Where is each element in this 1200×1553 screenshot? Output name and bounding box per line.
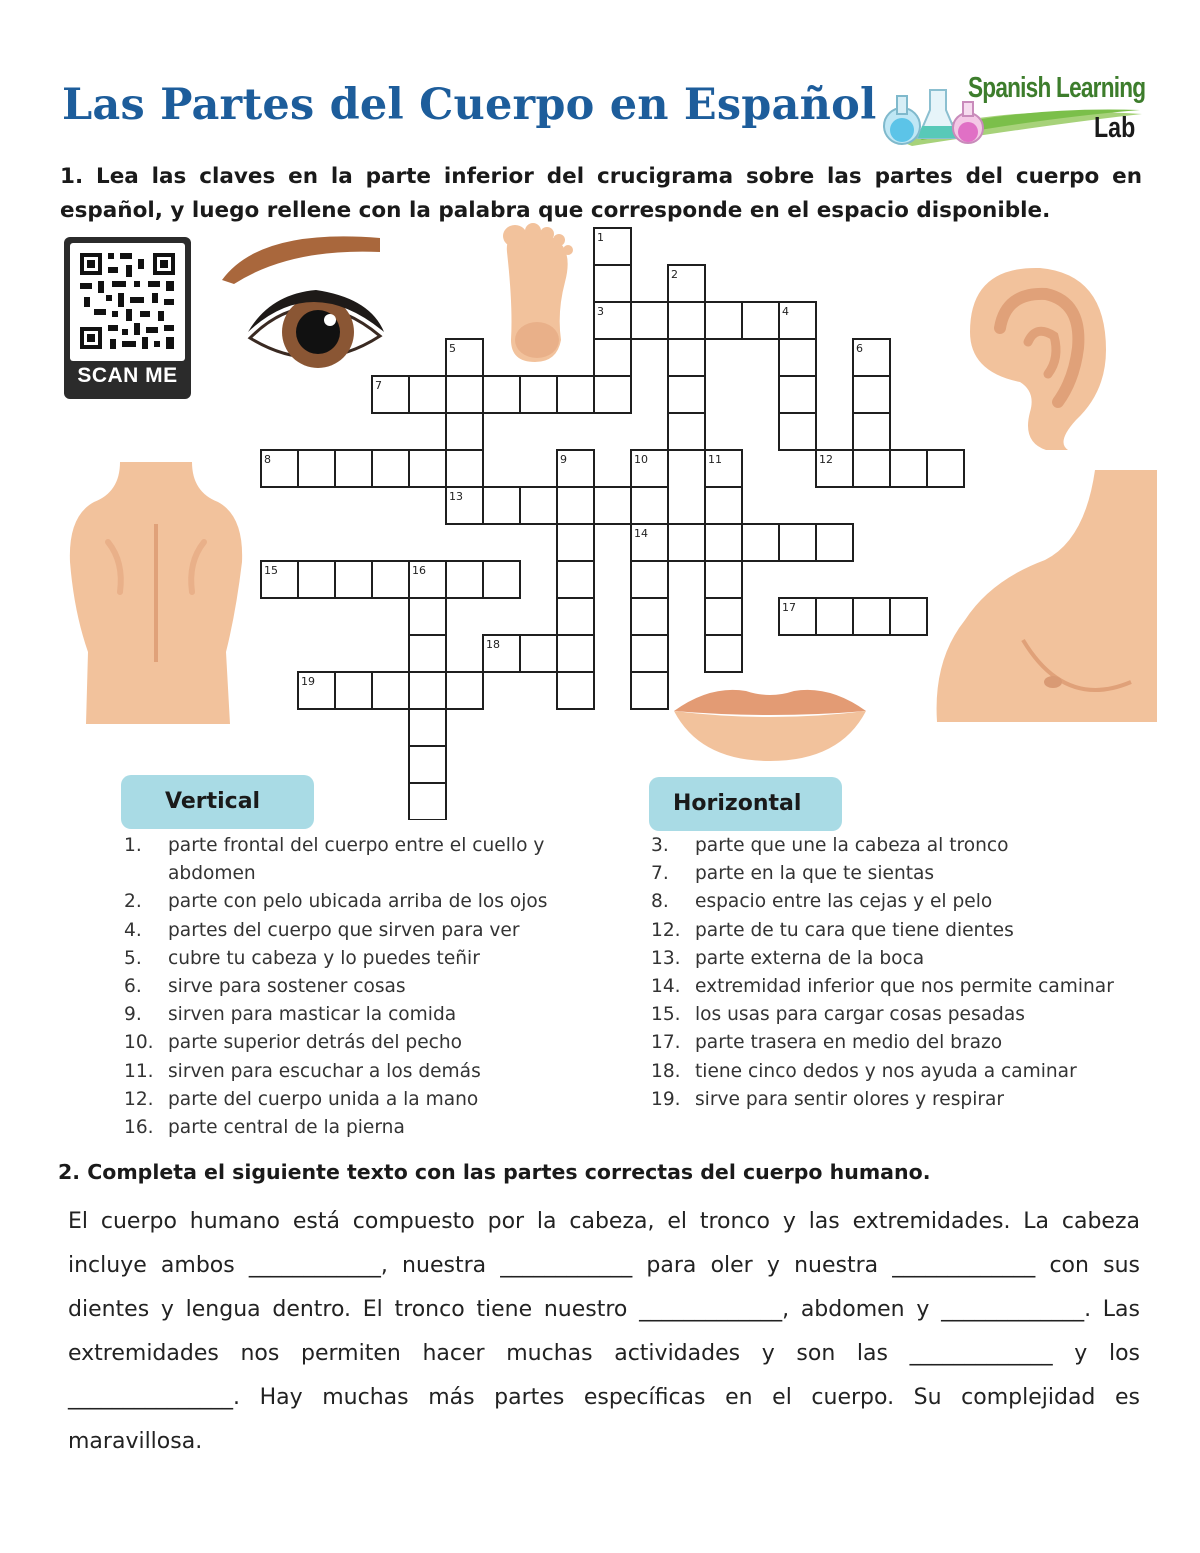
- logo-text-spanish-learning: Spanish Learning: [968, 72, 1146, 104]
- horizontal-header: Horizontal: [649, 777, 842, 831]
- crossword-cell[interactable]: [335, 672, 372, 709]
- crossword-cell[interactable]: [594, 339, 631, 376]
- clue-text: partes del cuerpo que sirven para ver: [168, 919, 520, 941]
- clue-text: sirven para escuchar a los demás: [168, 1060, 481, 1082]
- crossword-cell[interactable]: [483, 376, 520, 413]
- logo-text-lab: Lab: [1094, 112, 1136, 144]
- horizontal-clue: [647, 832, 1117, 860]
- clue-text: parte externa de la boca: [695, 947, 925, 969]
- crossword-cell[interactable]: [853, 376, 890, 413]
- crossword-cell[interactable]: [409, 598, 446, 635]
- crossword-cell[interactable]: [705, 524, 742, 561]
- clue-text: parte superior detrás del pecho: [168, 1032, 463, 1054]
- crossword-cell[interactable]: [594, 265, 631, 302]
- horizontal-clue: [647, 1029, 1117, 1057]
- crossword-cell[interactable]: [335, 561, 372, 598]
- crossword-cell[interactable]: [816, 598, 853, 635]
- clue-number: 4.: [124, 919, 142, 941]
- clue-text: cubre tu cabeza y lo puedes teñir: [168, 947, 480, 969]
- crossword-clue-number: 15: [264, 564, 278, 577]
- crossword-cell[interactable]: [890, 450, 927, 487]
- crossword-cell[interactable]: [705, 598, 742, 635]
- clue-text: parte central de la pierna: [168, 1117, 405, 1139]
- crossword-cell[interactable]: [631, 487, 668, 524]
- clue-number: 7.: [651, 863, 669, 885]
- crossword-cell[interactable]: [557, 376, 594, 413]
- crossword-cell[interactable]: [483, 487, 520, 524]
- clue-number: 10.: [124, 1032, 154, 1054]
- crossword-cell[interactable]: [372, 672, 409, 709]
- crossword-cell[interactable]: [557, 524, 594, 561]
- clue-text: espacio entre las cejas y el pelo: [695, 891, 993, 913]
- crossword-cell[interactable]: [631, 302, 668, 339]
- crossword-cell[interactable]: [668, 302, 705, 339]
- vertical-clue: [120, 945, 595, 973]
- crossword-clue-number: 8: [264, 453, 271, 466]
- crossword-cell[interactable]: [557, 561, 594, 598]
- vertical-clue: [120, 888, 595, 916]
- crossword-cell[interactable]: [668, 339, 705, 376]
- instruction-2: 2. Completa el siguiente texto con las partes correctas del cuerpo humano.: [58, 1160, 931, 1184]
- crossword-clue-number: 3: [597, 305, 604, 318]
- crossword-cell[interactable]: [372, 561, 409, 598]
- vertical-clue: [120, 1029, 595, 1057]
- crossword-cell[interactable]: [446, 450, 483, 487]
- crossword-cell[interactable]: [631, 635, 668, 672]
- horizontal-clue: [647, 917, 1117, 945]
- crossword-cell[interactable]: [409, 672, 446, 709]
- clue-text: parte frontal del cuerpo entre el cuello y abdomen: [168, 835, 545, 885]
- clue-number: 12.: [651, 919, 681, 941]
- scan-me-label: SCAN ME: [77, 364, 178, 387]
- crossword-cell[interactable]: [446, 561, 483, 598]
- crossword-clue-number: 19: [301, 675, 315, 688]
- clue-number: 14.: [651, 976, 681, 998]
- vertical-header: Vertical: [121, 775, 314, 829]
- crossword-clue-number: 4: [782, 305, 789, 318]
- crossword-cell[interactable]: [594, 376, 631, 413]
- clue-text: sirve para sentir olores y respirar: [695, 1088, 1005, 1110]
- crossword-cell[interactable]: [853, 598, 890, 635]
- crossword-cell[interactable]: [372, 450, 409, 487]
- horizontal-clue: [647, 1086, 1117, 1114]
- crossword-cell[interactable]: [409, 376, 446, 413]
- horizontal-clue: [647, 1001, 1117, 1029]
- crossword-cell[interactable]: [409, 635, 446, 672]
- fill-in-paragraph: El cuerpo humano está compuesto por la cabeza, el tronco y las extremidades. La cabeza incluye ambos ____________, nuestra ____________ para oler y nuestra _____________ con sus dientes y lengua dentro. El tronco tiene nuestro _____________, abdomen y _____________. Las extremidades nos permiten hacer muchas actividades y son las _____________ y los _______________. Hay muchas más partes específicas en el cuerpo. Su complejidad es maravillosa.: [68, 1209, 1140, 1454]
- crossword-cell[interactable]: [742, 524, 779, 561]
- clue-number: 2.: [124, 891, 142, 913]
- horizontal-clue: [647, 888, 1117, 916]
- crossword-cell[interactable]: [409, 783, 446, 820]
- crossword-cell[interactable]: [409, 709, 446, 746]
- crossword-cell[interactable]: [520, 376, 557, 413]
- crossword-cell[interactable]: [557, 598, 594, 635]
- clue-number: 8.: [651, 891, 669, 913]
- crossword-cell[interactable]: [890, 598, 927, 635]
- crossword-clue-number: 14: [634, 527, 648, 540]
- crossword-cell[interactable]: [705, 561, 742, 598]
- clue-number: 3.: [651, 835, 669, 856]
- crossword-clue-number: 11: [708, 453, 722, 466]
- crossword-cell[interactable]: [705, 487, 742, 524]
- clue-text: sirven para masticar la comida: [168, 1004, 457, 1026]
- crossword-clue-number: 2: [671, 268, 678, 281]
- crossword-clue-number: 7: [375, 379, 382, 392]
- crossword-cell[interactable]: [668, 376, 705, 413]
- clue-number: 17.: [651, 1032, 681, 1054]
- crossword-clue-number: 10: [634, 453, 648, 466]
- crossword-cell[interactable]: [816, 524, 853, 561]
- clue-text: sirve para sostener cosas: [168, 976, 406, 998]
- clue-text: parte con pelo ubicada arriba de los ojos: [168, 891, 548, 913]
- clue-text: los usas para cargar cosas pesadas: [695, 1004, 1025, 1026]
- crossword-cell[interactable]: [520, 635, 557, 672]
- crossword-cell[interactable]: [298, 450, 335, 487]
- crossword-cell[interactable]: [446, 672, 483, 709]
- crossword-clue-number: 17: [782, 601, 796, 614]
- clue-text: parte que une la cabeza al tronco: [695, 835, 1009, 856]
- clue-number: 12.: [124, 1088, 154, 1110]
- crossword-cell[interactable]: [483, 561, 520, 598]
- crossword-cell[interactable]: [779, 376, 816, 413]
- crossword-cell[interactable]: [631, 672, 668, 709]
- crossword-clue-number: 16: [412, 564, 426, 577]
- crossword-cell[interactable]: [335, 450, 372, 487]
- crossword-clue-number: 13: [449, 490, 463, 503]
- horizontal-clues-list: [647, 832, 1117, 1114]
- crossword-clue-number: 6: [856, 342, 863, 355]
- crossword-cell[interactable]: [557, 487, 594, 524]
- clue-text: parte trasera en medio del brazo: [695, 1032, 1003, 1054]
- clue-text: parte en la que te sientas: [695, 863, 935, 885]
- crossword-clue-number: 9: [560, 453, 567, 466]
- crossword-cell[interactable]: [668, 413, 705, 450]
- crossword-cell[interactable]: [446, 413, 483, 450]
- crossword-cell[interactable]: [668, 524, 705, 561]
- crossword-cell[interactable]: [853, 450, 890, 487]
- clue-text: parte del cuerpo unida a la mano: [168, 1088, 479, 1110]
- page-title: Las Partes del Cuerpo en Español: [62, 80, 877, 130]
- crossword-cell[interactable]: [631, 598, 668, 635]
- clue-number: 5.: [124, 947, 142, 969]
- crossword-cell[interactable]: [927, 450, 964, 487]
- crossword-cell[interactable]: [409, 746, 446, 783]
- vertical-clue: [120, 1114, 595, 1142]
- crossword-cell[interactable]: [779, 524, 816, 561]
- crossword-clue-number: 1: [597, 231, 604, 244]
- vertical-clue: [120, 1001, 595, 1029]
- clue-number: 13.: [651, 947, 681, 969]
- crossword-clue-number: 18: [486, 638, 500, 651]
- clue-number: 11.: [124, 1060, 154, 1082]
- vertical-clues-list: [120, 832, 595, 1142]
- clue-number: 16.: [124, 1117, 154, 1139]
- crossword-cell[interactable]: [409, 450, 446, 487]
- instruction-1: 1. Lea las claves en la parte inferior del crucigrama sobre las partes del cuerpo en español, y luego rellene con la palabra que corresponde en el espacio disponible.: [60, 164, 1142, 223]
- crossword-cell[interactable]: [853, 413, 890, 450]
- crossword-cell[interactable]: [705, 302, 742, 339]
- clue-number: 9.: [124, 1004, 142, 1026]
- vertical-clue: [120, 1058, 595, 1086]
- clue-text: parte de tu cara que tiene dientes: [695, 919, 1014, 941]
- crossword-cell[interactable]: [520, 487, 557, 524]
- clue-number: 18.: [651, 1060, 681, 1082]
- horizontal-clue: [647, 973, 1117, 1001]
- crossword-cell[interactable]: [705, 635, 742, 672]
- horizontal-clue: [647, 945, 1117, 973]
- vertical-clue: [120, 832, 595, 888]
- horizontal-clue: [647, 860, 1117, 888]
- crossword-cell[interactable]: [631, 561, 668, 598]
- crossword-cell[interactable]: [594, 487, 631, 524]
- crossword-cell[interactable]: [557, 635, 594, 672]
- vertical-clue: [120, 1086, 595, 1114]
- clue-number: 1.: [124, 835, 142, 856]
- clue-number: 15.: [651, 1004, 681, 1026]
- clue-number: 19.: [651, 1088, 681, 1110]
- clue-text: extremidad inferior que nos permite caminar: [695, 976, 1114, 998]
- crossword-clue-number: 5: [449, 342, 456, 355]
- crossword-cell[interactable]: [446, 376, 483, 413]
- crossword-cell[interactable]: [557, 672, 594, 709]
- vertical-clue: [120, 973, 595, 1001]
- vertical-clue: [120, 917, 595, 945]
- crossword-cell[interactable]: [298, 561, 335, 598]
- clue-number: 6.: [124, 976, 142, 998]
- crossword-cell[interactable]: [779, 413, 816, 450]
- crossword-cell[interactable]: [779, 339, 816, 376]
- clue-text: tiene cinco dedos y nos ayuda a caminar: [695, 1060, 1077, 1082]
- horizontal-clue: [647, 1058, 1117, 1086]
- crossword-clue-number: 12: [819, 453, 833, 466]
- crossword-cell[interactable]: [742, 302, 779, 339]
